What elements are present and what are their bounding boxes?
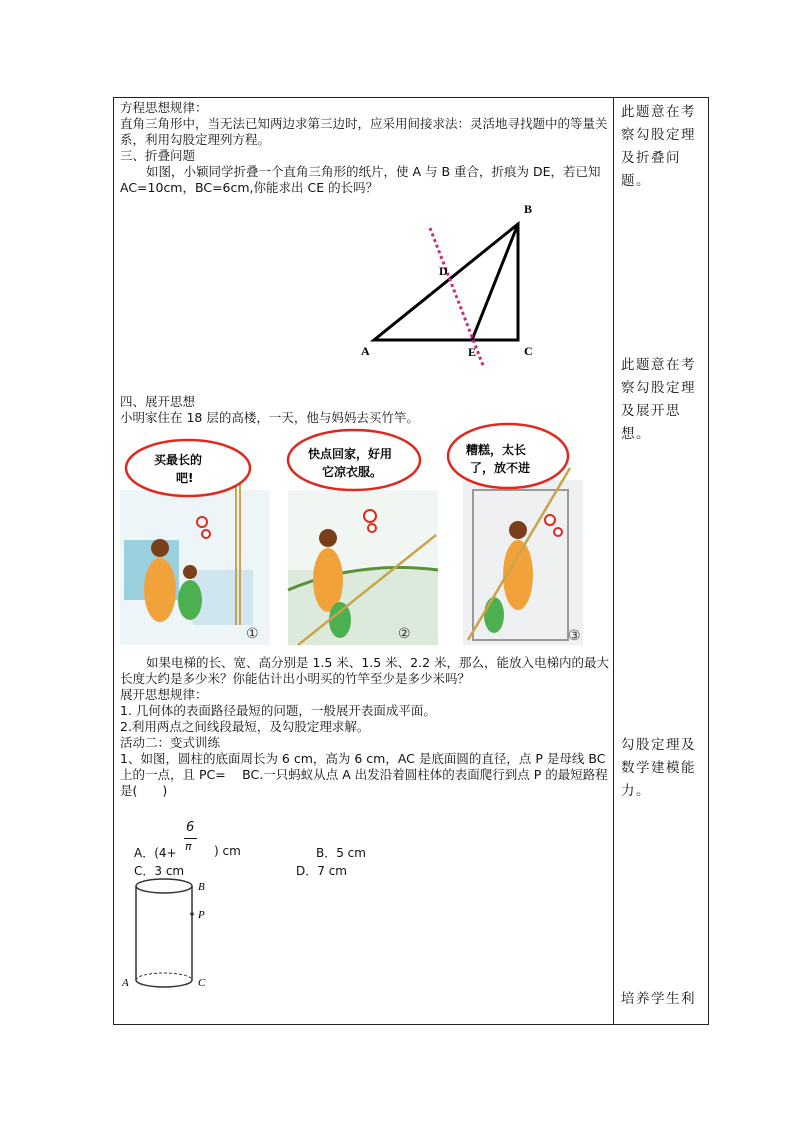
side-note-4: 培养学生利 (621, 991, 696, 1007)
label-a: A (361, 344, 370, 358)
elevator-section (120, 655, 610, 799)
fold-triangle-figure (354, 198, 554, 373)
cyl-label-a: A (122, 977, 129, 989)
fraction-bar (184, 838, 197, 839)
activity-title: 活动二：变式训练 (120, 735, 221, 750)
fold-problem: 如图，小颖同学折叠一个直角三角形的纸片，使 A 与 B 重合，折痕为 DE，若已知 AC=10cm，BC=6cm,你能求出 CE 的长吗？ (120, 164, 601, 195)
rule-2: 2.利用两点之间线段最短，及勾股定理求解。 (120, 719, 370, 734)
label-d: D (439, 264, 448, 278)
option-b: B．5 cm (316, 846, 366, 860)
side-note-2: 此题意在考 察勾股定理 及展开思想。 (621, 357, 696, 442)
label-b: B (524, 202, 533, 216)
cylinder-figure (120, 874, 230, 994)
question-1: 1、如图，圆柱的底面周长为 6 cm，高为 6 cm，AC 是底面圆的直径，点 P 是母线 BC 上的一点，且 PC= BC.一只蚂蚁从点 A 出发沿着圆柱体的表面爬行到点 P 的最短路程是( ) (120, 751, 608, 798)
unfold-rule-title: 展开思想规律： (120, 687, 208, 702)
elevator-problem: 如果电梯的长、宽、高分别是 1.5 米、1.5 米、2.2 米，那么，能放入电梯内的最大长度大约是多少米？你能估计出小明买的竹竿至少是多少米吗？ (120, 655, 610, 686)
bubble-2-line-1: 快点回家，好用 (308, 447, 393, 461)
cartoon-panel-2 (288, 430, 438, 645)
mother-figure-1 (144, 558, 176, 622)
option-a-suffix: ) cm (214, 844, 241, 858)
bubble-1-line-1: 买最长的 (154, 453, 203, 467)
cyl-label-p: P (198, 909, 205, 921)
fold-title: 三、折叠问题 (120, 148, 196, 163)
fraction-denominator: π (185, 840, 192, 853)
cartoon-strip (118, 420, 588, 648)
cartoon-panel-1 (120, 440, 270, 645)
option-a-prefix: A．(4+ (134, 846, 177, 860)
method-body: 直角三角形中，当无法已知两边求第三边时，应采用间接求法：灵活地寻找题中的等量关系，利用勾股定理列方程。 (120, 116, 608, 147)
label-c: C (524, 344, 533, 358)
bubble-1-line-2: 吧! (176, 471, 194, 485)
rule-1: 1. 几何体的表面路径最短的问题，一般展开表面成平面。 (120, 703, 436, 718)
unfold-title: 四、展开思想 (120, 394, 196, 409)
bubble-2-line-2: 它凉衣服。 (322, 465, 383, 479)
label-e: E (468, 345, 477, 359)
cyl-label-c: C (198, 977, 206, 989)
boy-figure-1 (178, 580, 202, 620)
unfold-intro: 小明家住在 18 层的高楼，一天，他与妈妈去买竹竿。 (120, 410, 419, 425)
option-d: D．7 cm (296, 864, 347, 878)
cartoon-panel-3 (448, 424, 583, 645)
boy-figure-3 (484, 597, 504, 633)
boy-figure-2 (329, 602, 351, 638)
cyl-label-b: B (198, 881, 205, 893)
bubble-3-line-2: 了，放不进 (470, 461, 531, 475)
main-column (120, 100, 610, 196)
side-note-3: 勾股定理及 数学建模能 力。 (621, 737, 696, 799)
panel-number-1: ① (246, 626, 259, 642)
column-divider (613, 98, 614, 1024)
method-title: 方程思想规律： (120, 100, 208, 115)
panel-number-2: ② (398, 626, 411, 642)
side-note-1: 此题意在考 察勾股定理 及折叠问题。 (621, 104, 696, 189)
bubble-3-line-1: 糟糕，太长 (466, 443, 527, 457)
panel-number-3: ③ (568, 628, 581, 644)
option-c: C．3 cm (134, 864, 185, 878)
lesson-table (113, 97, 709, 1025)
fraction-numerator: 6 (186, 820, 195, 835)
